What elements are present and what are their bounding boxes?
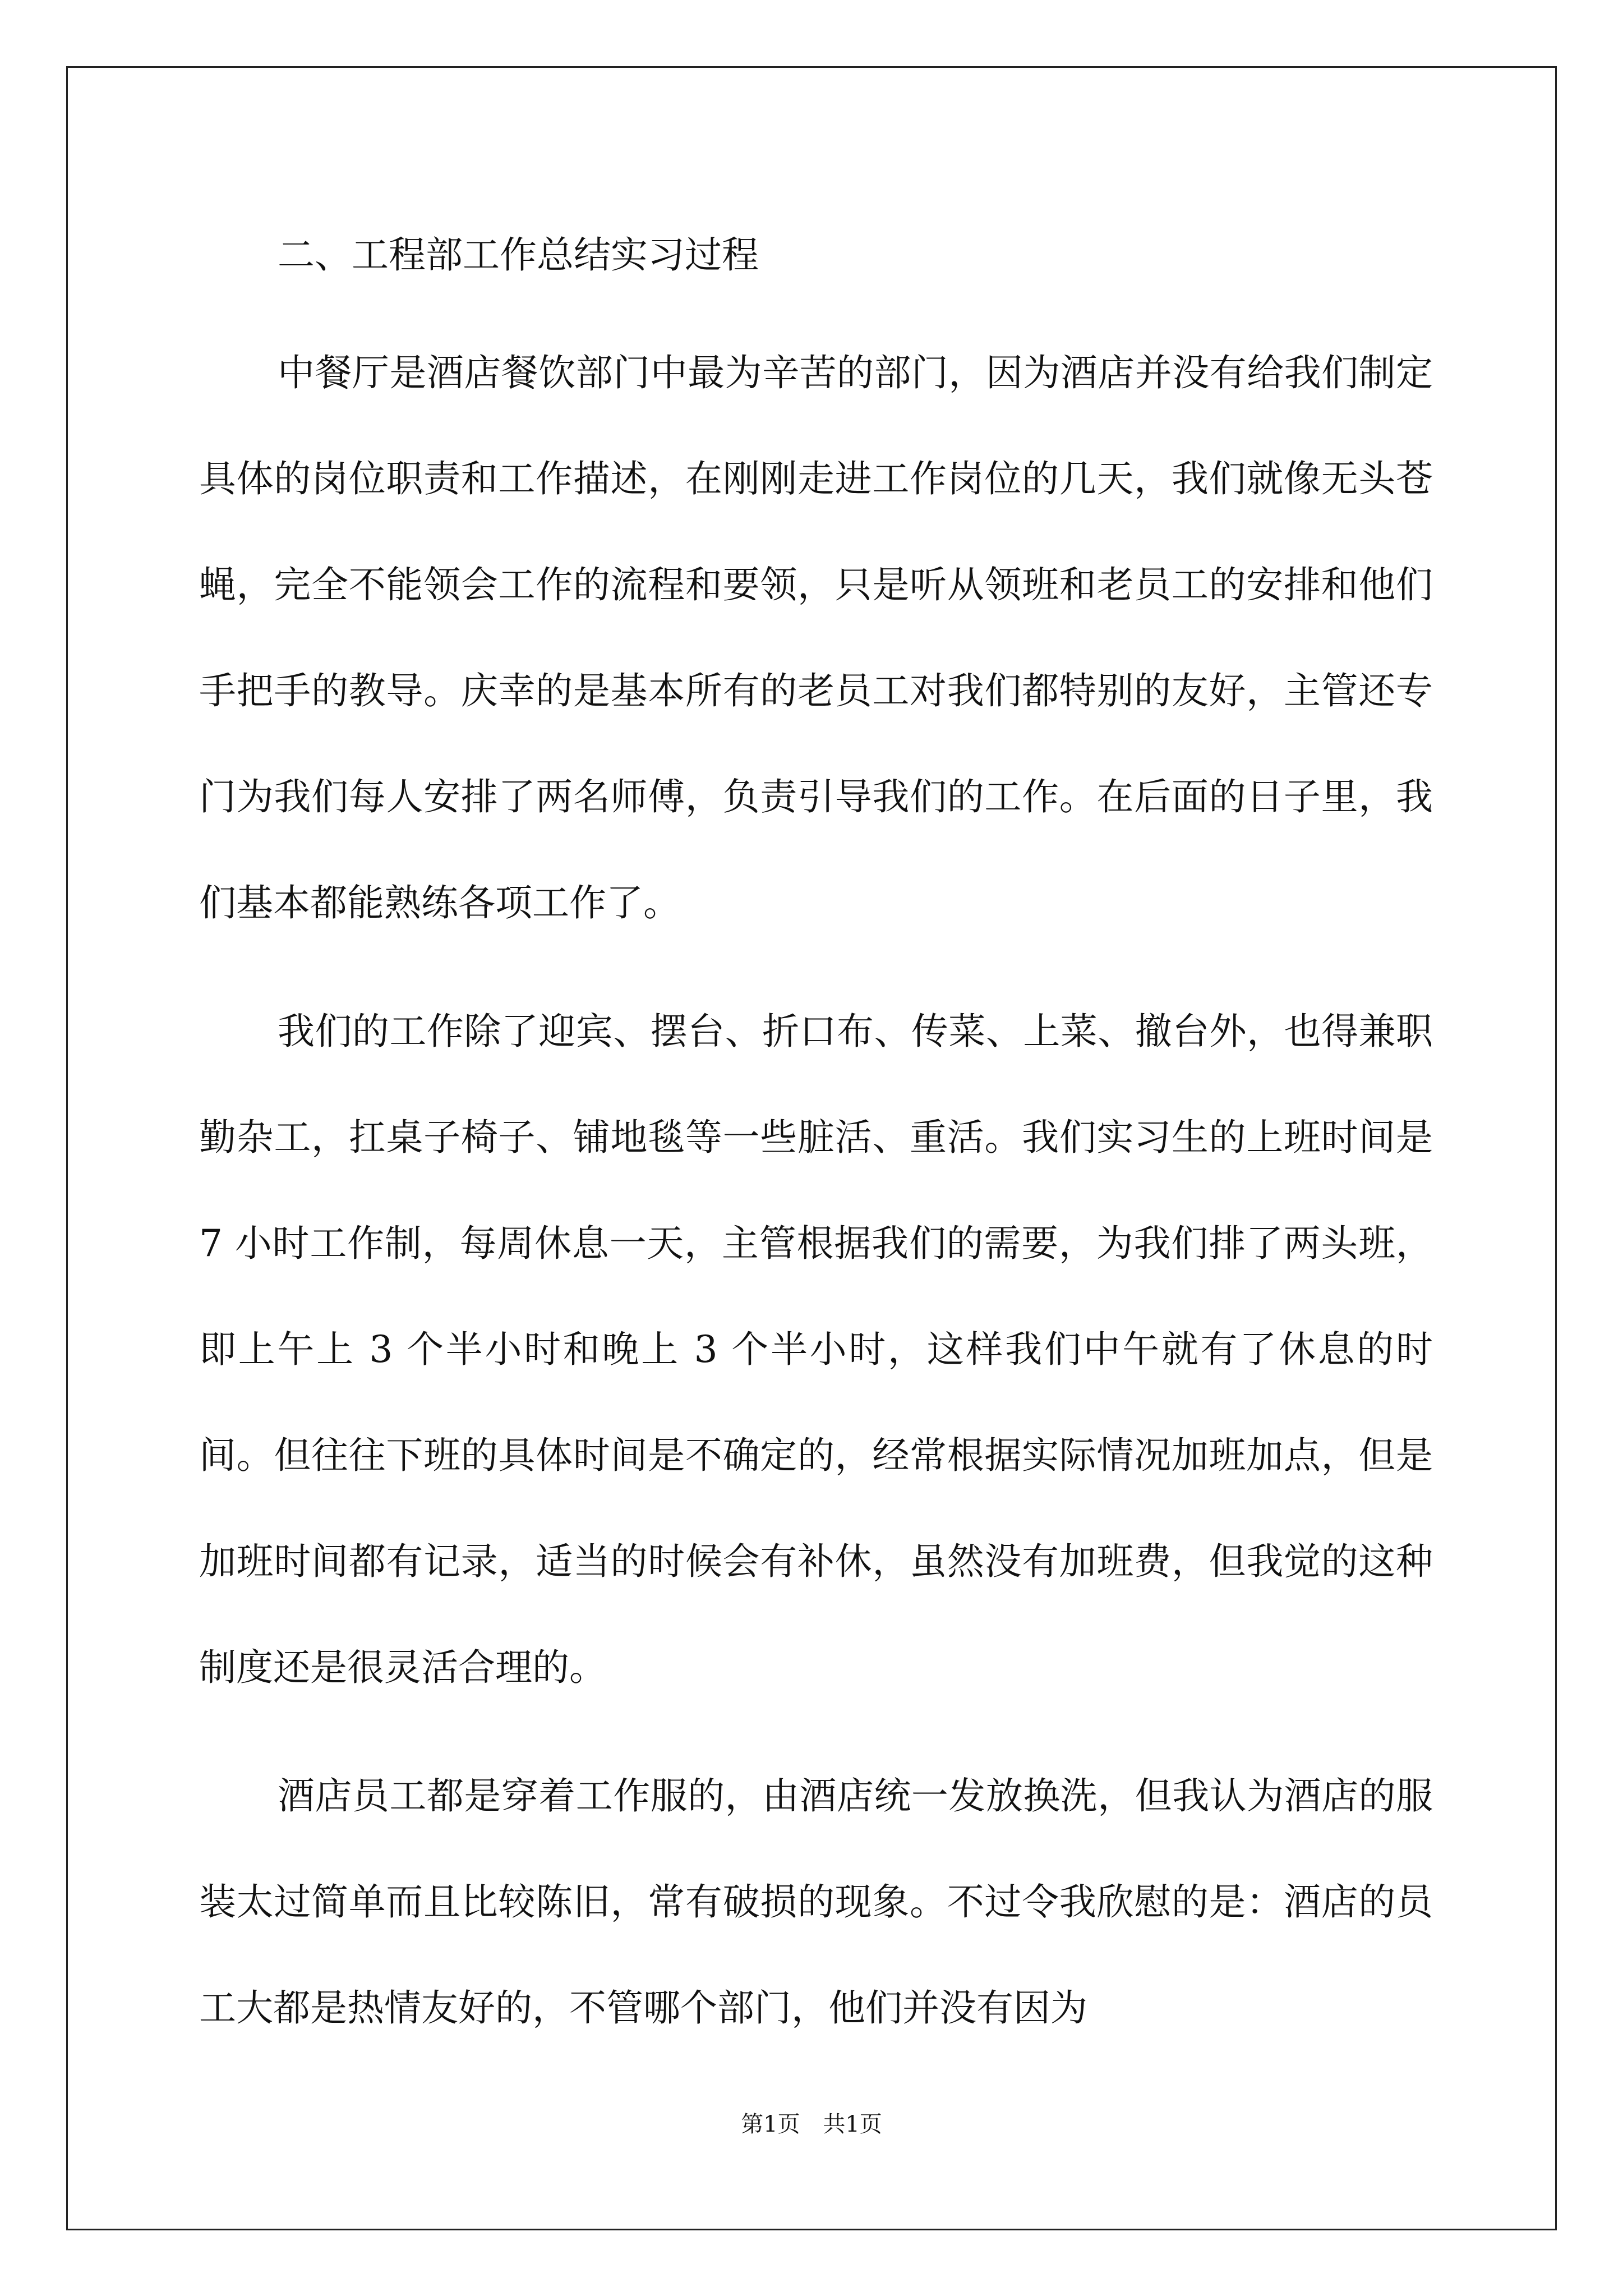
paragraph-1: 中餐厅是酒店餐饮部门中最为辛苦的部门，因为酒店并没有给我们制定具体的岗位职责和工作描述，在刚刚走进工作岗位的几天，我们就像无头苍蝇，完全不能领会工作的流程和要领，只是听从领班和老员工的安排和他们手把手的教导。庆幸的是基本所有的老员工对我们都特别的友好，主管还专门为我们每人安排了两名师傅，负责引导我们的工作。在后面的日子里，我们基本都能熟练各项工作了。 (199, 351, 1433, 924)
paragraph-3: 酒店员工都是穿着工作服的，由酒店统一发放换洗，但我认为酒店的服装太过简单而且比较陈旧，常有破损的现象。不过令我欣慰的是：酒店的员工大都是热情友好的，不管哪个部门，他们并没有因为 (199, 1774, 1433, 2030)
page-number: 第1页 (741, 2111, 800, 2137)
paragraph-2: 我们的工作除了迎宾、摆台、折口布、传菜、上菜、撤台外，也得兼职勤杂工，扛桌子椅子、铺地毯等一些脏活、重活。我们实习生的上班时间是 7 小时工作制，每周休息一天，主管根据我们的需要，为我们排了两头班，即上午上 3 个半小时和晚上 3 个半小时，这样我们中午就有了休息的时间。但往往下班的具体时间是不确定的，经常根据实际情况加班加点，但是加班时间都有记录，适当的时候会有补休，虽然没有加班费，但我觉的这种制度还是很灵活合理的。 (199, 1010, 1433, 1689)
section-heading: 二、工程部工作总结实习过程 (278, 233, 759, 277)
page-footer (0, 2106, 1623, 2138)
document-body (199, 213, 1433, 2061)
page-total: 共1页 (823, 2111, 882, 2137)
